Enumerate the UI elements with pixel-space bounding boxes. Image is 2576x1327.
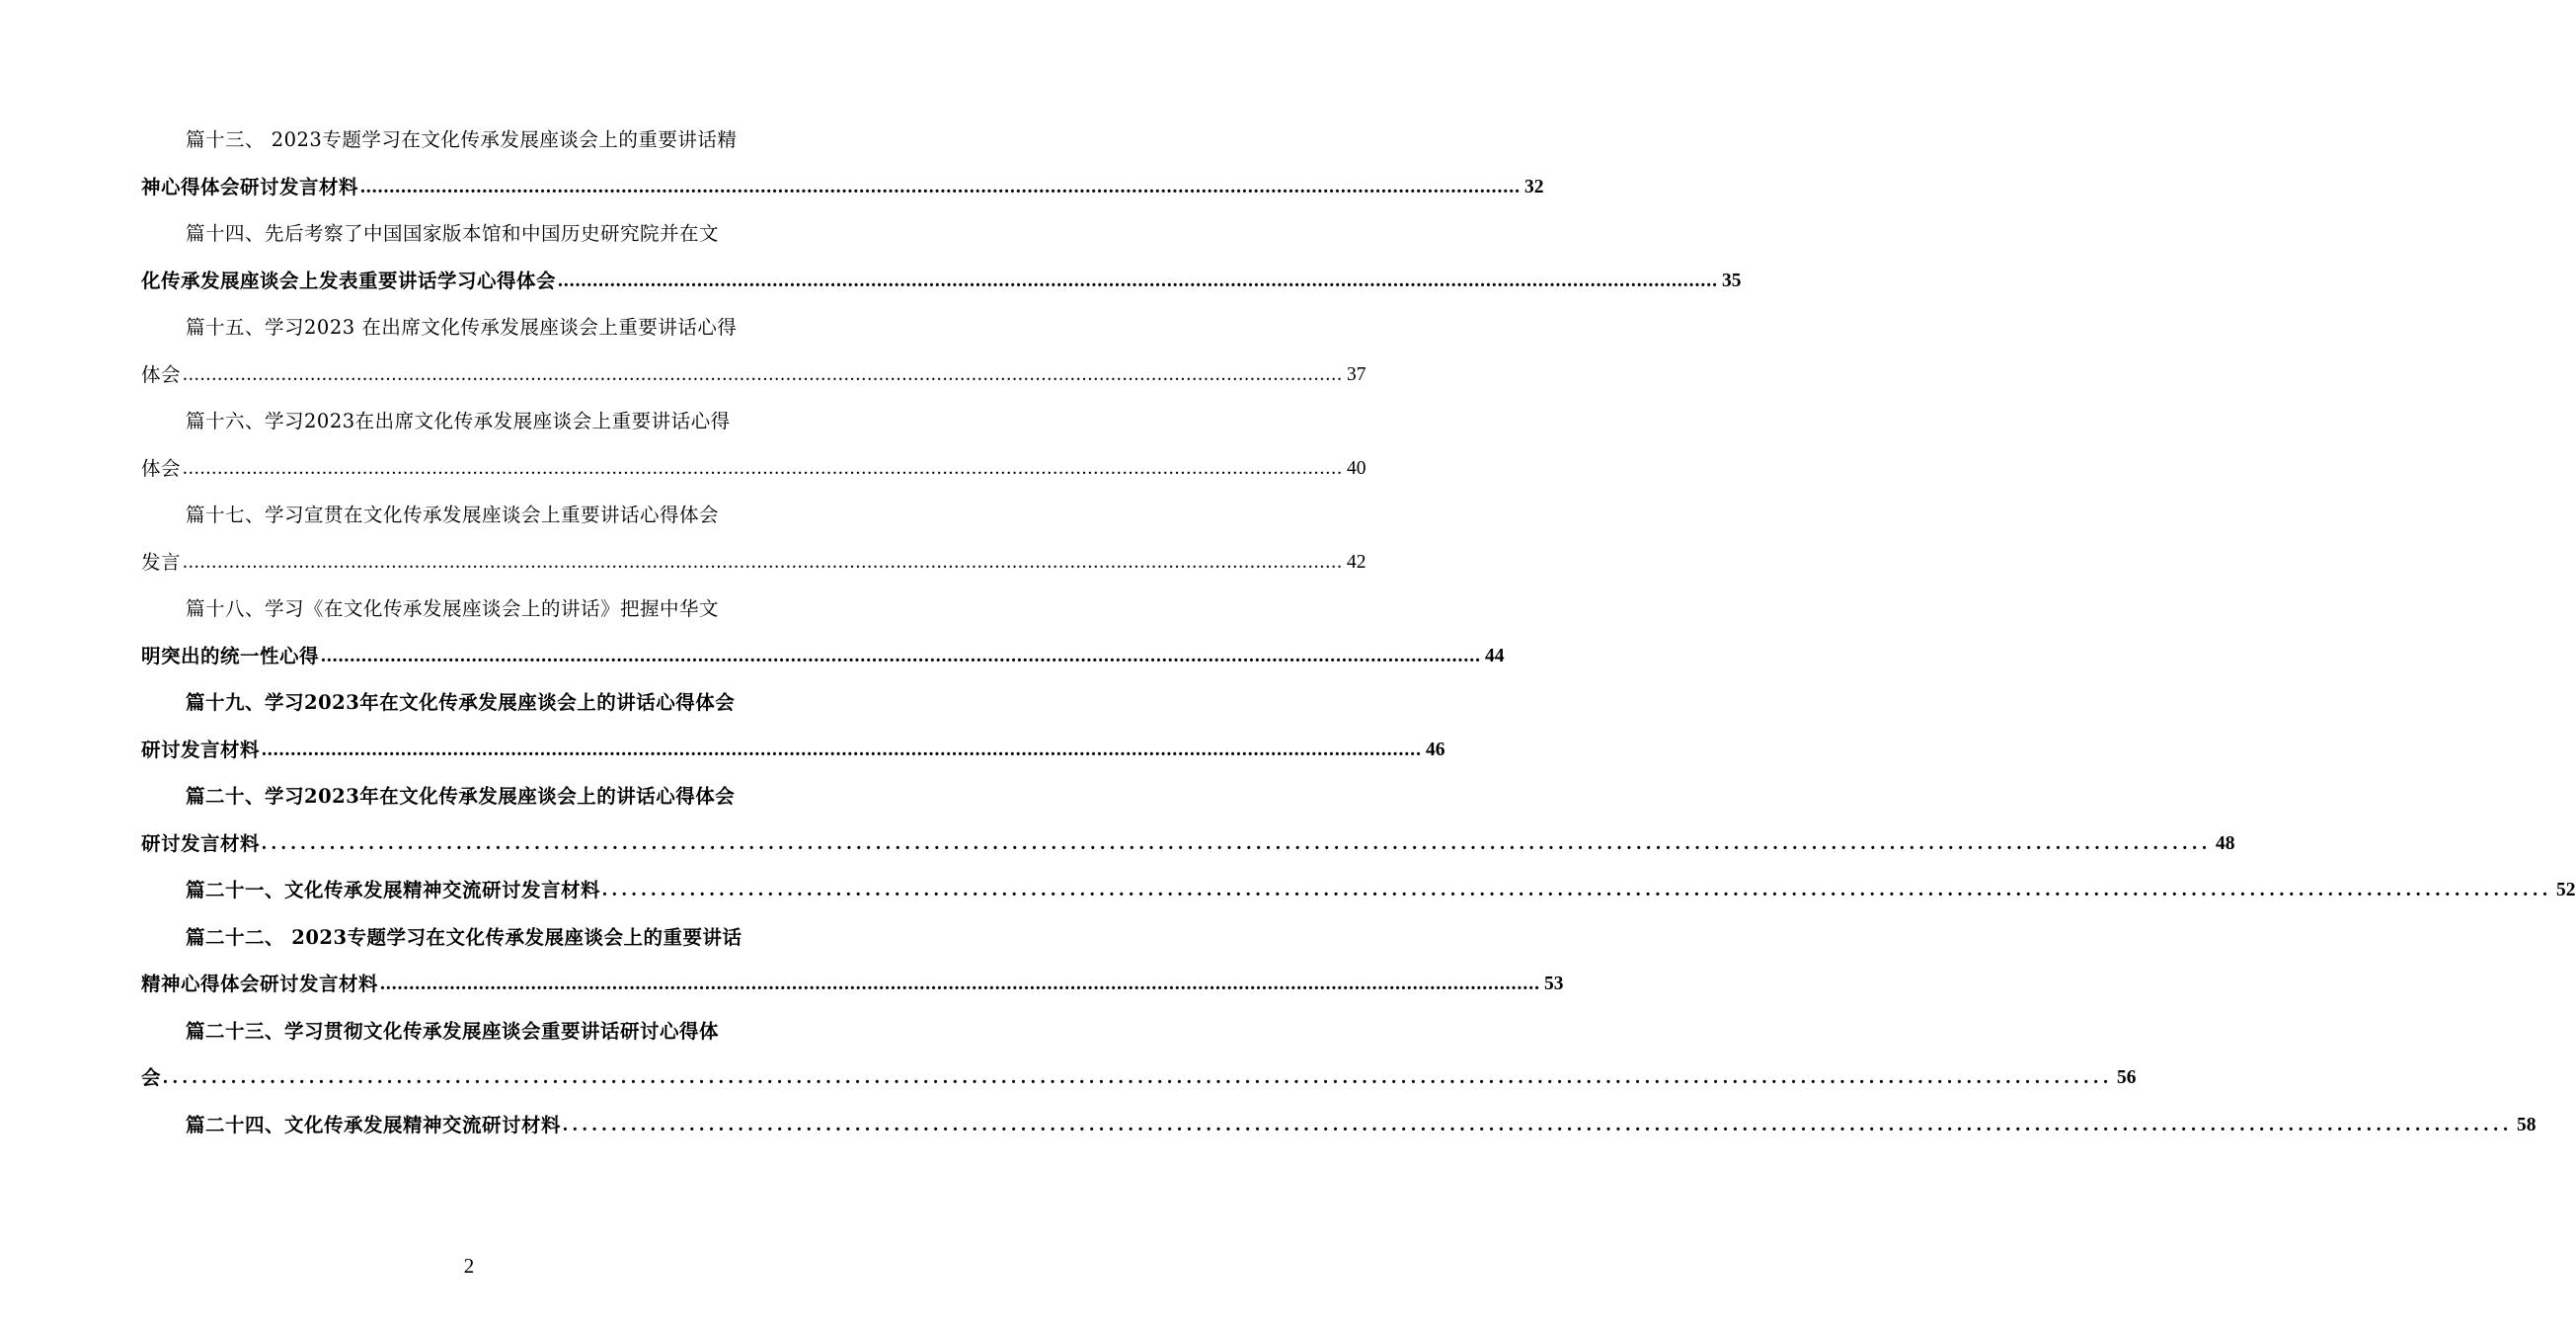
toc-dot-leader: ........................................................................................................................................................................................................ xyxy=(380,974,1541,994)
toc-entry-title-line xyxy=(141,304,797,351)
toc-entry-text: 神心得体会研讨发言材料 xyxy=(141,175,359,198)
toc-entry[interactable] xyxy=(141,492,1366,585)
toc-entry-continuation-line xyxy=(141,445,1366,493)
toc-dot-leader: ........................................................................................................................................................................................................ xyxy=(183,551,1344,573)
toc-page-number: 48 xyxy=(2216,832,2235,854)
toc-entry-text: 会 xyxy=(141,1066,162,1089)
toc-entry-text: 发言 xyxy=(141,550,182,574)
toc-dot-leader: ........................................................................................................................................................................................................ xyxy=(321,645,1482,666)
toc-page-number: 58 xyxy=(2517,1114,2537,1135)
toc-dot-leader: ........................................................................................................................................................................................................ xyxy=(558,270,1719,291)
toc-entry-continuation-line xyxy=(141,961,1564,1008)
toc-entry-title-line xyxy=(141,1102,2537,1149)
toc-entry[interactable] xyxy=(141,304,1366,398)
toc-entry-text: 篇十四、先后考察了中国国家版本馆和中国历史研究院并在文 xyxy=(186,222,720,245)
toc-entry[interactable] xyxy=(141,585,1505,679)
toc-entry-text: 明突出的统一性心得 xyxy=(141,644,320,667)
toc-entry-title-line xyxy=(141,1008,797,1055)
toc-page-number: 37 xyxy=(1347,363,1366,385)
toc-page-number: 52 xyxy=(2556,880,2576,900)
toc-dot-leader: ........................................................................................................................................................................................................ xyxy=(602,880,2553,900)
toc-entry[interactable] xyxy=(141,1102,2537,1149)
toc-page-number: 53 xyxy=(1544,974,1564,994)
toc-dot-leader: ........................................................................................................................................................................................................ xyxy=(163,1067,2114,1088)
toc-entry-title-line xyxy=(141,585,797,633)
toc-entry-title-line xyxy=(141,867,2576,914)
toc-entry[interactable] xyxy=(141,117,1544,210)
toc-dot-leader: ........................................................................................................................................................................................................ xyxy=(262,832,2213,854)
toc-entry[interactable] xyxy=(141,398,1366,492)
page-number: 2 xyxy=(463,1254,475,1278)
toc-dot-leader: ........................................................................................................................................................................................................ xyxy=(360,176,1522,197)
toc-entry-text: 篇二十二、 2023专题学习在文化传承发展座谈会上的重要讲话 xyxy=(186,925,742,949)
toc-entry-text: 精神心得体会研讨发言材料 xyxy=(141,973,379,995)
toc-entry-text: 篇二十、学习2023年在文化传承发展座谈会上的讲话心得体会 xyxy=(186,785,736,808)
toc-entry-text: 篇十九、学习2023年在文化传承发展座谈会上的讲话心得体会 xyxy=(186,691,736,714)
toc-entry-text: 化传承发展座谈会上发表重要讲话学习心得体会 xyxy=(141,269,557,292)
toc-page-number: 42 xyxy=(1347,551,1366,573)
toc-entry[interactable] xyxy=(141,867,2576,914)
toc-entry-continuation-line xyxy=(141,258,1742,305)
toc-entry-continuation-line xyxy=(141,820,2235,868)
toc-entry-text: 篇十六、学习2023在出席文化传承发展座谈会上重要讲话心得 xyxy=(186,410,731,432)
toc-entry-text: 篇十三、 2023专题学习在文化传承发展座谈会上的重要讲话精 xyxy=(186,128,738,151)
toc-entry-continuation-line xyxy=(141,1054,2137,1102)
toc-entry-continuation-line xyxy=(141,727,1445,774)
toc-page-number: 40 xyxy=(1347,457,1366,479)
toc-entry-text: 篇十七、学习宣贯在文化传承发展座谈会上重要讲话心得体会 xyxy=(186,504,720,526)
toc-entry[interactable] xyxy=(141,773,2235,867)
toc-entry[interactable] xyxy=(141,914,1564,1008)
toc-entry-text: 体会 xyxy=(141,362,182,386)
toc-entry-title-line xyxy=(141,492,797,539)
toc-dot-leader: ........................................................................................................................................................................................................ xyxy=(563,1114,2514,1135)
toc-entry-text: 篇十八、学习《在文化传承发展座谈会上的讲话》把握中华文 xyxy=(186,597,720,620)
toc-entry-text: 研讨发言材料 xyxy=(141,831,261,855)
toc-entry-continuation-line xyxy=(141,539,1366,586)
toc-entry-continuation-line xyxy=(141,164,1544,211)
toc-entry-continuation-line xyxy=(141,633,1505,680)
toc-entry-title-line xyxy=(141,398,797,445)
toc-dot-leader: ........................................................................................................................................................................................................ xyxy=(262,739,1423,760)
toc-page-number: 46 xyxy=(1426,739,1445,760)
toc-entry-text: 篇十五、学习2023 在出席文化传承发展座谈会上重要讲话心得 xyxy=(186,316,738,339)
toc-entry-text: 体会 xyxy=(141,456,182,480)
toc-entry-title-line xyxy=(141,773,797,820)
toc-entry[interactable] xyxy=(141,210,1742,304)
toc-entry-text: 篇二十四、文化传承发展精神交流研讨材料 xyxy=(186,1113,562,1136)
toc-entry-text: 篇二十一、文化传承发展精神交流研讨发言材料 xyxy=(186,879,601,901)
toc-entry[interactable] xyxy=(141,679,1445,773)
toc-entry-title-line xyxy=(141,117,797,164)
toc-entry-continuation-line xyxy=(141,351,1366,399)
toc-entry-title-line xyxy=(141,914,797,962)
toc-page-number: 44 xyxy=(1485,645,1505,666)
toc-dot-leader: ........................................................................................................................................................................................................ xyxy=(183,363,1344,385)
toc-entry-title-line xyxy=(141,210,797,258)
toc-entry-title-line xyxy=(141,679,797,727)
toc-entry[interactable] xyxy=(141,1008,2137,1102)
toc-page-number: 32 xyxy=(1524,176,1544,197)
toc-entry-text: 篇二十三、学习贯彻文化传承发展座谈会重要讲话研讨心得体 xyxy=(186,1019,720,1043)
toc-entry-text: 研讨发言材料 xyxy=(141,738,261,761)
table-of-contents xyxy=(141,117,2576,1148)
toc-dot-leader: ........................................................................................................................................................................................................ xyxy=(183,457,1344,479)
toc-page-number: 35 xyxy=(1722,270,1742,291)
toc-page-number: 56 xyxy=(2117,1067,2137,1088)
